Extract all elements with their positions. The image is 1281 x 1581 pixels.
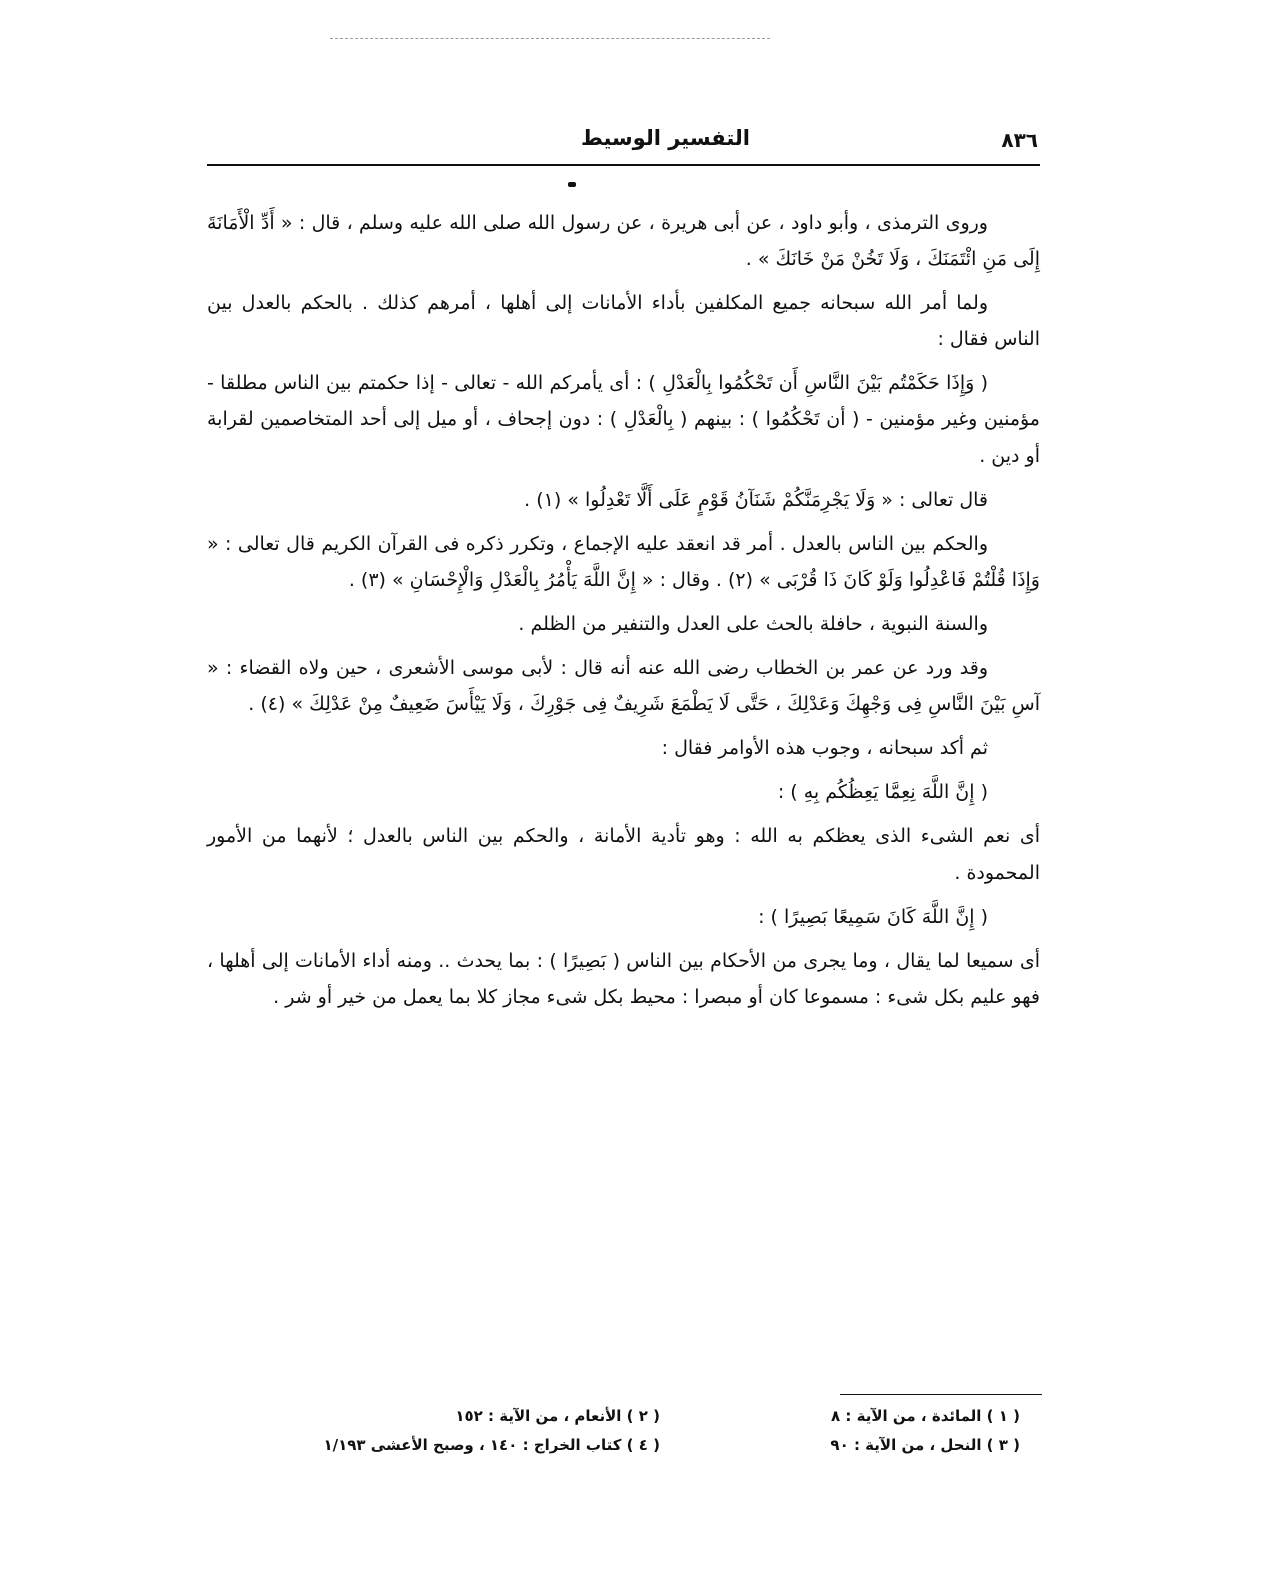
page-number: ٨٣٦ <box>1001 128 1038 152</box>
running-title: التفسير الوسيط <box>580 126 750 150</box>
footnote-4: ( ٤ ) كتاب الخراج : ١٤٠ ، وصبح الأعشى ١/١٩٣ <box>323 1436 660 1454</box>
verse-samian-basiran: ( إِنَّ اللَّهَ كَانَ سَمِيعًا بَصِيرًا ) : <box>758 905 988 928</box>
paragraph-verse-quote-1: قال تعالى : « وَلَا يَجْرِمَنَّكُمْ شَنَآنُ قَوْمٍ عَلَى أَلَّا تَعْدِلُوا » (١) . <box>524 488 988 511</box>
footnote-3: ( ٣ ) النحل ، من الآية : ٩٠ <box>830 1436 1020 1454</box>
footnote-2: ( ٢ ) الأنعام ، من الآية : ١٥٢ <box>455 1407 660 1425</box>
page-header <box>207 124 1040 160</box>
scan-edge-line <box>330 38 770 39</box>
paragraph-verse-explanation: ( وَإِذَا حَكَمْتُم بَيْنَ النَّاسِ أَن تَحْكُمُوا بِالْعَدْلِ ) : أى يأمركم الله - تعالى - إذا حكمتم بين الناس مطلقا - مؤمنين وغير مؤمنين - ( أن تَحْكُمُوا ) : بينهم ( بِالْعَدْلِ ) : دون إجحاف ، أو ميل إلى أحد المتخاصمين لقرابة أو دين . <box>207 372 1040 467</box>
footnotes <box>290 1402 1020 1460</box>
paragraph-justice-intro: ولما أمر الله سبحانه جميع المكلفين بأداء الأمانات إلى أهلها ، أمرهم كذلك . بالحكم بالعدل بين الناس فقال : <box>207 292 1040 351</box>
verse-niimma: ( إِنَّ اللَّهَ نِعِمَّا يَعِظُكُم بِهِ ) : <box>777 781 988 804</box>
paragraph-samian-explanation: أى سميعا لما يقال ، وما يجرى من الأحكام بين الناس ( بَصِيرًا ) : بما يحدث .. ومنه أداء الأمانات إلى أهلها ، فهو عليم بكل شىء : مسموعا كان أو مبصرا : محيط بكل شىء مجاز كلا بما يعمل من خير أو شر . <box>207 949 1040 1008</box>
paragraph-consensus: والحكم بين الناس بالعدل . أمر قد انعقد عليه الإجماع ، وتكرر ذكره فى القرآن الكريم قال تعالى : « وَإِذَا قُلْتُمْ فَاعْدِلُوا وَلَوْ كَانَ ذَا قُرْبَى » (٢) . وقال : « إِنَّ اللَّهَ يَأْمُرُ بِالْعَدْلِ وَالْإِحْسَانِ » (٣) . <box>207 532 1040 591</box>
paragraph-niimma-explanation: أى نعم الشىء الذى يعظكم به الله : وهو تأدية الأمانة ، والحكم بين الناس بالعدل ؛ لأنهما من الأمور المحمودة . <box>207 825 1040 884</box>
footnote-rule <box>840 1394 1042 1395</box>
footnote-row <box>290 1402 1020 1431</box>
footnote-row <box>290 1431 1020 1460</box>
main-text <box>207 205 1040 1023</box>
footnote-1: ( ١ ) المائدة ، من الآية : ٨ <box>831 1407 1020 1425</box>
paragraph-sunnah: والسنة النبوية ، حافلة بالحث على العدل والتنفير من الظلم . <box>518 612 988 635</box>
paragraph-hadith: وروى الترمذى ، وأبو داود ، عن أبى هريرة ، عن رسول الله صلى الله عليه وسلم ، قال : « أَدِّ الْأَمَانَةَ إِلَى مَنِ ائْتَمَنَكَ ، وَلَا تَخُنْ مَنْ خَانَكَ » . <box>207 212 1040 271</box>
paragraph-emphasis: ثم أكد سبحانه ، وجوب هذه الأوامر فقال : <box>661 737 988 760</box>
paragraph-umar: وقد ورد عن عمر بن الخطاب رضى الله عنه أنه قال : لأبى موسى الأشعرى ، حين ولاه القضاء : « آسِ بَيْنَ النَّاسِ فِى وَجْهِكَ وَعَدْلِكَ ، حَتَّى لَا يَطْمَعَ شَرِيفٌ فِى جَوْرِكَ ، وَلَا يَيْأَسَ ضَعِيفٌ مِنْ عَدْلِكَ » (٤) . <box>207 657 1040 716</box>
scan-speck <box>568 182 576 187</box>
header-rule <box>207 164 1040 166</box>
